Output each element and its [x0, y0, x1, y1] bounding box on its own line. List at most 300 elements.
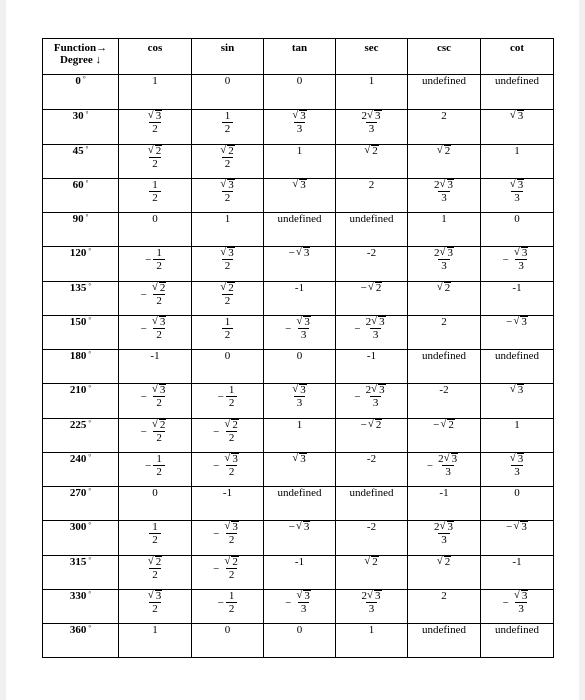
math-term	[510, 453, 525, 465]
fraction	[226, 384, 238, 409]
math-term: 2	[156, 295, 162, 307]
math-term: 2	[224, 192, 231, 204]
value-cell-cos	[119, 384, 192, 419]
numerator	[145, 590, 166, 602]
math-term: 1	[296, 145, 303, 157]
fraction	[359, 110, 385, 135]
math-term: 3	[372, 329, 379, 341]
math-term: -2	[366, 247, 377, 259]
table-row	[43, 453, 554, 487]
numerator	[222, 110, 234, 122]
radicand: 2	[375, 419, 382, 431]
value-cell-tan	[264, 350, 336, 384]
table-row	[43, 75, 554, 110]
value-cell-cos	[119, 282, 192, 316]
math-term	[224, 556, 239, 568]
degree-cell	[43, 213, 119, 247]
math-term: 1	[152, 624, 158, 636]
fraction	[222, 110, 234, 135]
value-cell-csc	[408, 453, 481, 487]
math-term: 3	[514, 466, 520, 478]
fraction	[222, 316, 234, 341]
minus-sign: −	[217, 597, 224, 609]
degree-symbol: °	[88, 282, 92, 290]
square-root	[224, 556, 239, 568]
radicand: 2	[372, 145, 378, 157]
minus-sign: −	[360, 282, 367, 294]
math-term	[152, 384, 167, 396]
value-cell-cos	[119, 624, 192, 658]
math-term: undefined	[349, 487, 394, 499]
trig-values-table	[42, 38, 554, 658]
math-term: undefined	[422, 624, 466, 636]
fraction	[221, 556, 242, 581]
math-term: 3	[518, 260, 524, 272]
value-cell-sec	[336, 145, 408, 179]
table-row	[43, 590, 554, 624]
numerator	[149, 179, 161, 191]
math-term: 3	[518, 603, 524, 615]
denominator	[294, 396, 306, 409]
math-term	[152, 316, 167, 328]
corner-header-function: Function→	[53, 42, 108, 54]
math-term	[292, 384, 307, 396]
math-term: undefined	[495, 624, 539, 636]
math-term: 2	[224, 295, 231, 307]
radicand: 3	[517, 110, 524, 122]
numerator	[431, 521, 457, 533]
degree-cell	[43, 110, 119, 145]
numerator	[359, 590, 385, 602]
denominator	[153, 259, 165, 272]
corner-header	[43, 39, 119, 75]
value-cell-tan	[264, 247, 336, 282]
denominator	[438, 533, 450, 546]
square-root	[368, 282, 383, 294]
value-cell-cos	[119, 590, 192, 624]
square-root	[152, 316, 167, 328]
degree-cell	[43, 145, 119, 179]
coefficient: 2	[361, 590, 367, 602]
fraction	[363, 384, 389, 409]
value-cell-tan	[264, 316, 336, 350]
math-term	[366, 316, 386, 328]
value-cell-sin	[192, 624, 264, 658]
numerator	[289, 384, 310, 396]
value-cell-sin	[192, 145, 264, 179]
radicand: 3	[159, 384, 166, 396]
square-root	[510, 110, 525, 122]
math-term: 0	[152, 487, 158, 499]
coefficient: 2	[434, 247, 440, 259]
degree-value: 360	[69, 624, 87, 636]
fraction	[507, 179, 528, 204]
square-root	[440, 247, 455, 259]
square-root	[292, 179, 307, 191]
degree-symbol: °	[88, 384, 92, 392]
value-cell-cot	[481, 110, 554, 145]
math-term	[292, 110, 307, 122]
radicand: 3	[304, 590, 310, 602]
degree-symbol: °	[85, 145, 89, 153]
value-cell-csc	[408, 419, 481, 453]
math-term	[510, 179, 525, 191]
math-term: undefined	[349, 213, 394, 225]
math-term: 3	[372, 397, 379, 409]
table-row	[43, 282, 554, 316]
square-root	[510, 384, 525, 396]
fraction	[153, 453, 165, 478]
math-term: 2	[152, 569, 158, 581]
value-cell-cot	[481, 556, 554, 590]
value-cell-cot	[481, 624, 554, 658]
degree-symbol: °	[82, 75, 86, 83]
value-cell-tan	[264, 453, 336, 487]
value-cell-sec	[336, 350, 408, 384]
column-header: cot	[481, 39, 554, 75]
denominator	[370, 328, 382, 341]
square-root	[292, 453, 307, 465]
fraction	[149, 282, 170, 307]
minus-sign: −	[140, 323, 147, 335]
value-cell-cot	[481, 179, 554, 213]
numerator	[217, 179, 238, 191]
numerator	[222, 316, 234, 328]
math-term: 1	[368, 624, 375, 636]
value-cell-csc	[408, 247, 481, 282]
value-cell-sec	[336, 247, 408, 282]
value-cell-sin	[192, 419, 264, 453]
math-term	[364, 556, 379, 568]
math-term: 0	[224, 75, 231, 87]
radicand: 3	[451, 453, 458, 465]
column-header: tan	[264, 39, 336, 75]
square-root	[513, 521, 528, 533]
square-root	[224, 419, 239, 431]
square-root	[148, 145, 163, 157]
header-row	[43, 39, 554, 75]
math-term: 2	[224, 158, 231, 170]
radicand: 2	[228, 145, 234, 157]
document-page	[6, 0, 579, 700]
denominator	[438, 191, 450, 204]
value-cell-tan	[264, 179, 336, 213]
value-cell-sin	[192, 75, 264, 110]
math-term	[366, 384, 386, 396]
degree-symbol: °	[88, 419, 92, 427]
numerator	[293, 316, 314, 328]
table-row	[43, 624, 554, 658]
numerator	[145, 110, 166, 122]
radicand: 2	[375, 282, 382, 294]
table-row	[43, 179, 554, 213]
math-term	[434, 247, 454, 259]
value-cell-cot	[481, 247, 554, 282]
denominator	[438, 259, 450, 272]
value-cell-cot	[481, 384, 554, 419]
table-row	[43, 110, 554, 145]
radicand: 2	[444, 145, 451, 157]
value-cell-csc	[408, 316, 481, 350]
math-term	[513, 521, 528, 533]
denominator	[149, 191, 161, 204]
math-term	[434, 521, 454, 533]
denominator	[511, 191, 523, 204]
minus-sign: −	[213, 528, 220, 540]
radicand: 3	[228, 247, 234, 259]
value-cell-sin	[192, 316, 264, 350]
value-cell-sec	[336, 110, 408, 145]
denominator	[226, 602, 238, 615]
square-root	[437, 556, 452, 568]
math-term: 2	[228, 603, 235, 615]
math-term: -2	[366, 453, 377, 465]
math-term	[148, 145, 163, 157]
math-term: -1	[150, 350, 160, 362]
value-cell-tan	[264, 419, 336, 453]
denominator	[222, 122, 234, 135]
square-root	[364, 145, 379, 157]
numerator	[221, 556, 242, 568]
denominator	[370, 396, 382, 409]
math-term: 3	[514, 192, 520, 204]
fraction	[153, 247, 165, 272]
math-term: 2	[228, 569, 235, 581]
numerator	[149, 521, 161, 533]
table-row	[43, 556, 554, 590]
math-term	[362, 590, 382, 602]
value-cell-cos	[119, 350, 192, 384]
square-root	[440, 419, 455, 431]
radicand: 3	[232, 453, 238, 465]
degree-value: 270	[69, 487, 87, 499]
radicand: 3	[300, 179, 306, 191]
numerator	[511, 247, 532, 259]
value-cell-cot	[481, 145, 554, 179]
radicand: 3	[303, 521, 310, 533]
fraction	[431, 247, 457, 272]
value-cell-sec	[336, 624, 408, 658]
math-term: 1	[156, 453, 162, 465]
minus-sign: −	[217, 391, 224, 403]
column-header: sec	[336, 39, 408, 75]
degree-symbol: °	[88, 453, 92, 461]
math-term: 1	[514, 145, 520, 157]
math-term	[437, 282, 452, 294]
value-cell-csc	[408, 350, 481, 384]
degree-cell	[43, 282, 119, 316]
value-cell-sec	[336, 453, 408, 487]
math-term: 0	[152, 213, 158, 225]
value-cell-csc	[408, 384, 481, 419]
math-term: 2	[441, 110, 447, 122]
math-term	[224, 521, 239, 533]
denominator	[153, 465, 165, 478]
denominator	[511, 465, 523, 478]
fraction	[149, 316, 170, 341]
value-cell-sin	[192, 350, 264, 384]
fraction	[149, 521, 161, 546]
square-root	[367, 110, 382, 122]
degree-cell	[43, 179, 119, 213]
table-row	[43, 247, 554, 282]
value-cell-sin	[192, 110, 264, 145]
radicand: 3	[521, 316, 527, 328]
math-term: 0	[296, 624, 303, 636]
degree-value: 180	[69, 350, 87, 362]
column-header: csc	[408, 39, 481, 75]
denominator	[515, 259, 527, 272]
math-term	[296, 590, 311, 602]
numerator	[359, 110, 385, 122]
math-term: 2	[228, 466, 235, 478]
math-term	[296, 521, 311, 533]
value-cell-csc	[408, 75, 481, 110]
degree-cell	[43, 521, 119, 556]
radicand: 3	[159, 316, 166, 328]
fraction	[431, 179, 457, 204]
radicand: 3	[300, 384, 306, 396]
square-root	[440, 521, 455, 533]
value-cell-csc	[408, 521, 481, 556]
square-root	[148, 110, 163, 122]
value-cell-tan	[264, 556, 336, 590]
value-cell-tan	[264, 624, 336, 658]
math-term: 2	[156, 329, 162, 341]
math-term	[292, 453, 307, 465]
numerator	[431, 247, 457, 259]
minus-sign: −	[140, 289, 147, 301]
denominator	[226, 396, 238, 409]
math-term: -1	[294, 556, 305, 568]
denominator	[222, 294, 234, 307]
value-cell-cot	[481, 213, 554, 247]
degree-value: 240	[69, 453, 87, 465]
square-root	[152, 282, 167, 294]
value-cell-cot	[481, 316, 554, 350]
fraction	[226, 590, 238, 615]
numerator	[153, 247, 165, 259]
radicand: 3	[447, 521, 453, 533]
value-cell-tan	[264, 590, 336, 624]
math-term	[148, 556, 163, 568]
value-cell-cos	[119, 145, 192, 179]
math-term: 1	[152, 179, 158, 191]
fraction	[149, 384, 170, 409]
value-cell-sin	[192, 282, 264, 316]
fraction	[145, 556, 166, 581]
radicand: 3	[155, 110, 162, 122]
fraction	[363, 316, 389, 341]
denominator	[149, 602, 161, 615]
square-root	[371, 316, 386, 328]
math-term	[368, 282, 383, 294]
fraction	[221, 453, 242, 478]
degree-cell	[43, 75, 119, 110]
value-cell-cos	[119, 247, 192, 282]
math-term: 3	[300, 603, 307, 615]
square-root	[224, 521, 239, 533]
fraction	[435, 453, 461, 478]
radicand: 3	[517, 179, 524, 191]
corner-header-degree: Degree ↓	[59, 54, 102, 66]
math-term: 0	[224, 624, 231, 636]
degree-cell	[43, 350, 119, 384]
value-cell-cot	[481, 350, 554, 384]
math-term: 3	[300, 329, 307, 341]
degree-symbol: °	[85, 213, 89, 221]
square-root	[220, 179, 235, 191]
degree-cell	[43, 247, 119, 282]
math-term	[152, 419, 167, 431]
math-term: 3	[296, 123, 303, 135]
math-term: -1	[439, 487, 449, 499]
radicand: 2	[448, 419, 454, 431]
math-term	[220, 282, 235, 294]
value-cell-tan	[264, 487, 336, 521]
fraction	[145, 145, 166, 170]
numerator	[145, 556, 166, 568]
value-cell-sec	[336, 179, 408, 213]
square-root	[296, 247, 311, 259]
math-term	[362, 110, 382, 122]
square-root	[364, 556, 379, 568]
radicand: 3	[375, 110, 381, 122]
table-row	[43, 487, 554, 521]
radicand: 3	[447, 247, 453, 259]
math-term: -1	[512, 282, 522, 294]
degree-symbol: °	[85, 179, 89, 187]
numerator	[221, 419, 242, 431]
degree-value: 225	[69, 419, 87, 431]
value-cell-cot	[481, 521, 554, 556]
radicand: 2	[444, 556, 451, 568]
value-cell-cos	[119, 179, 192, 213]
math-term: 0	[514, 487, 520, 499]
value-cell-cos	[119, 316, 192, 350]
math-term: 2	[152, 603, 158, 615]
math-term: -2	[439, 384, 449, 396]
fraction	[511, 247, 532, 272]
degree-symbol: °	[88, 247, 92, 255]
math-term	[437, 145, 452, 157]
math-term: 0	[514, 213, 520, 225]
fraction	[289, 110, 310, 135]
numerator	[217, 282, 238, 294]
denominator	[298, 328, 310, 341]
math-term: 0	[224, 350, 231, 362]
fraction	[293, 316, 314, 341]
math-term	[368, 419, 383, 431]
value-cell-sec	[336, 556, 408, 590]
degree-symbol: °	[88, 350, 92, 358]
degree-symbol: °	[88, 556, 92, 564]
numerator	[149, 419, 170, 431]
degree-value: 45	[72, 145, 84, 157]
fraction	[149, 419, 170, 444]
math-term: 2	[441, 316, 447, 328]
square-root	[437, 145, 452, 157]
fraction	[289, 384, 310, 409]
denominator	[226, 465, 238, 478]
table-row	[43, 419, 554, 453]
value-cell-tan	[264, 145, 336, 179]
denominator	[366, 122, 378, 135]
degree-symbol: °	[88, 521, 92, 529]
math-term	[434, 179, 454, 191]
numerator	[293, 590, 314, 602]
coefficient: 2	[365, 384, 372, 396]
